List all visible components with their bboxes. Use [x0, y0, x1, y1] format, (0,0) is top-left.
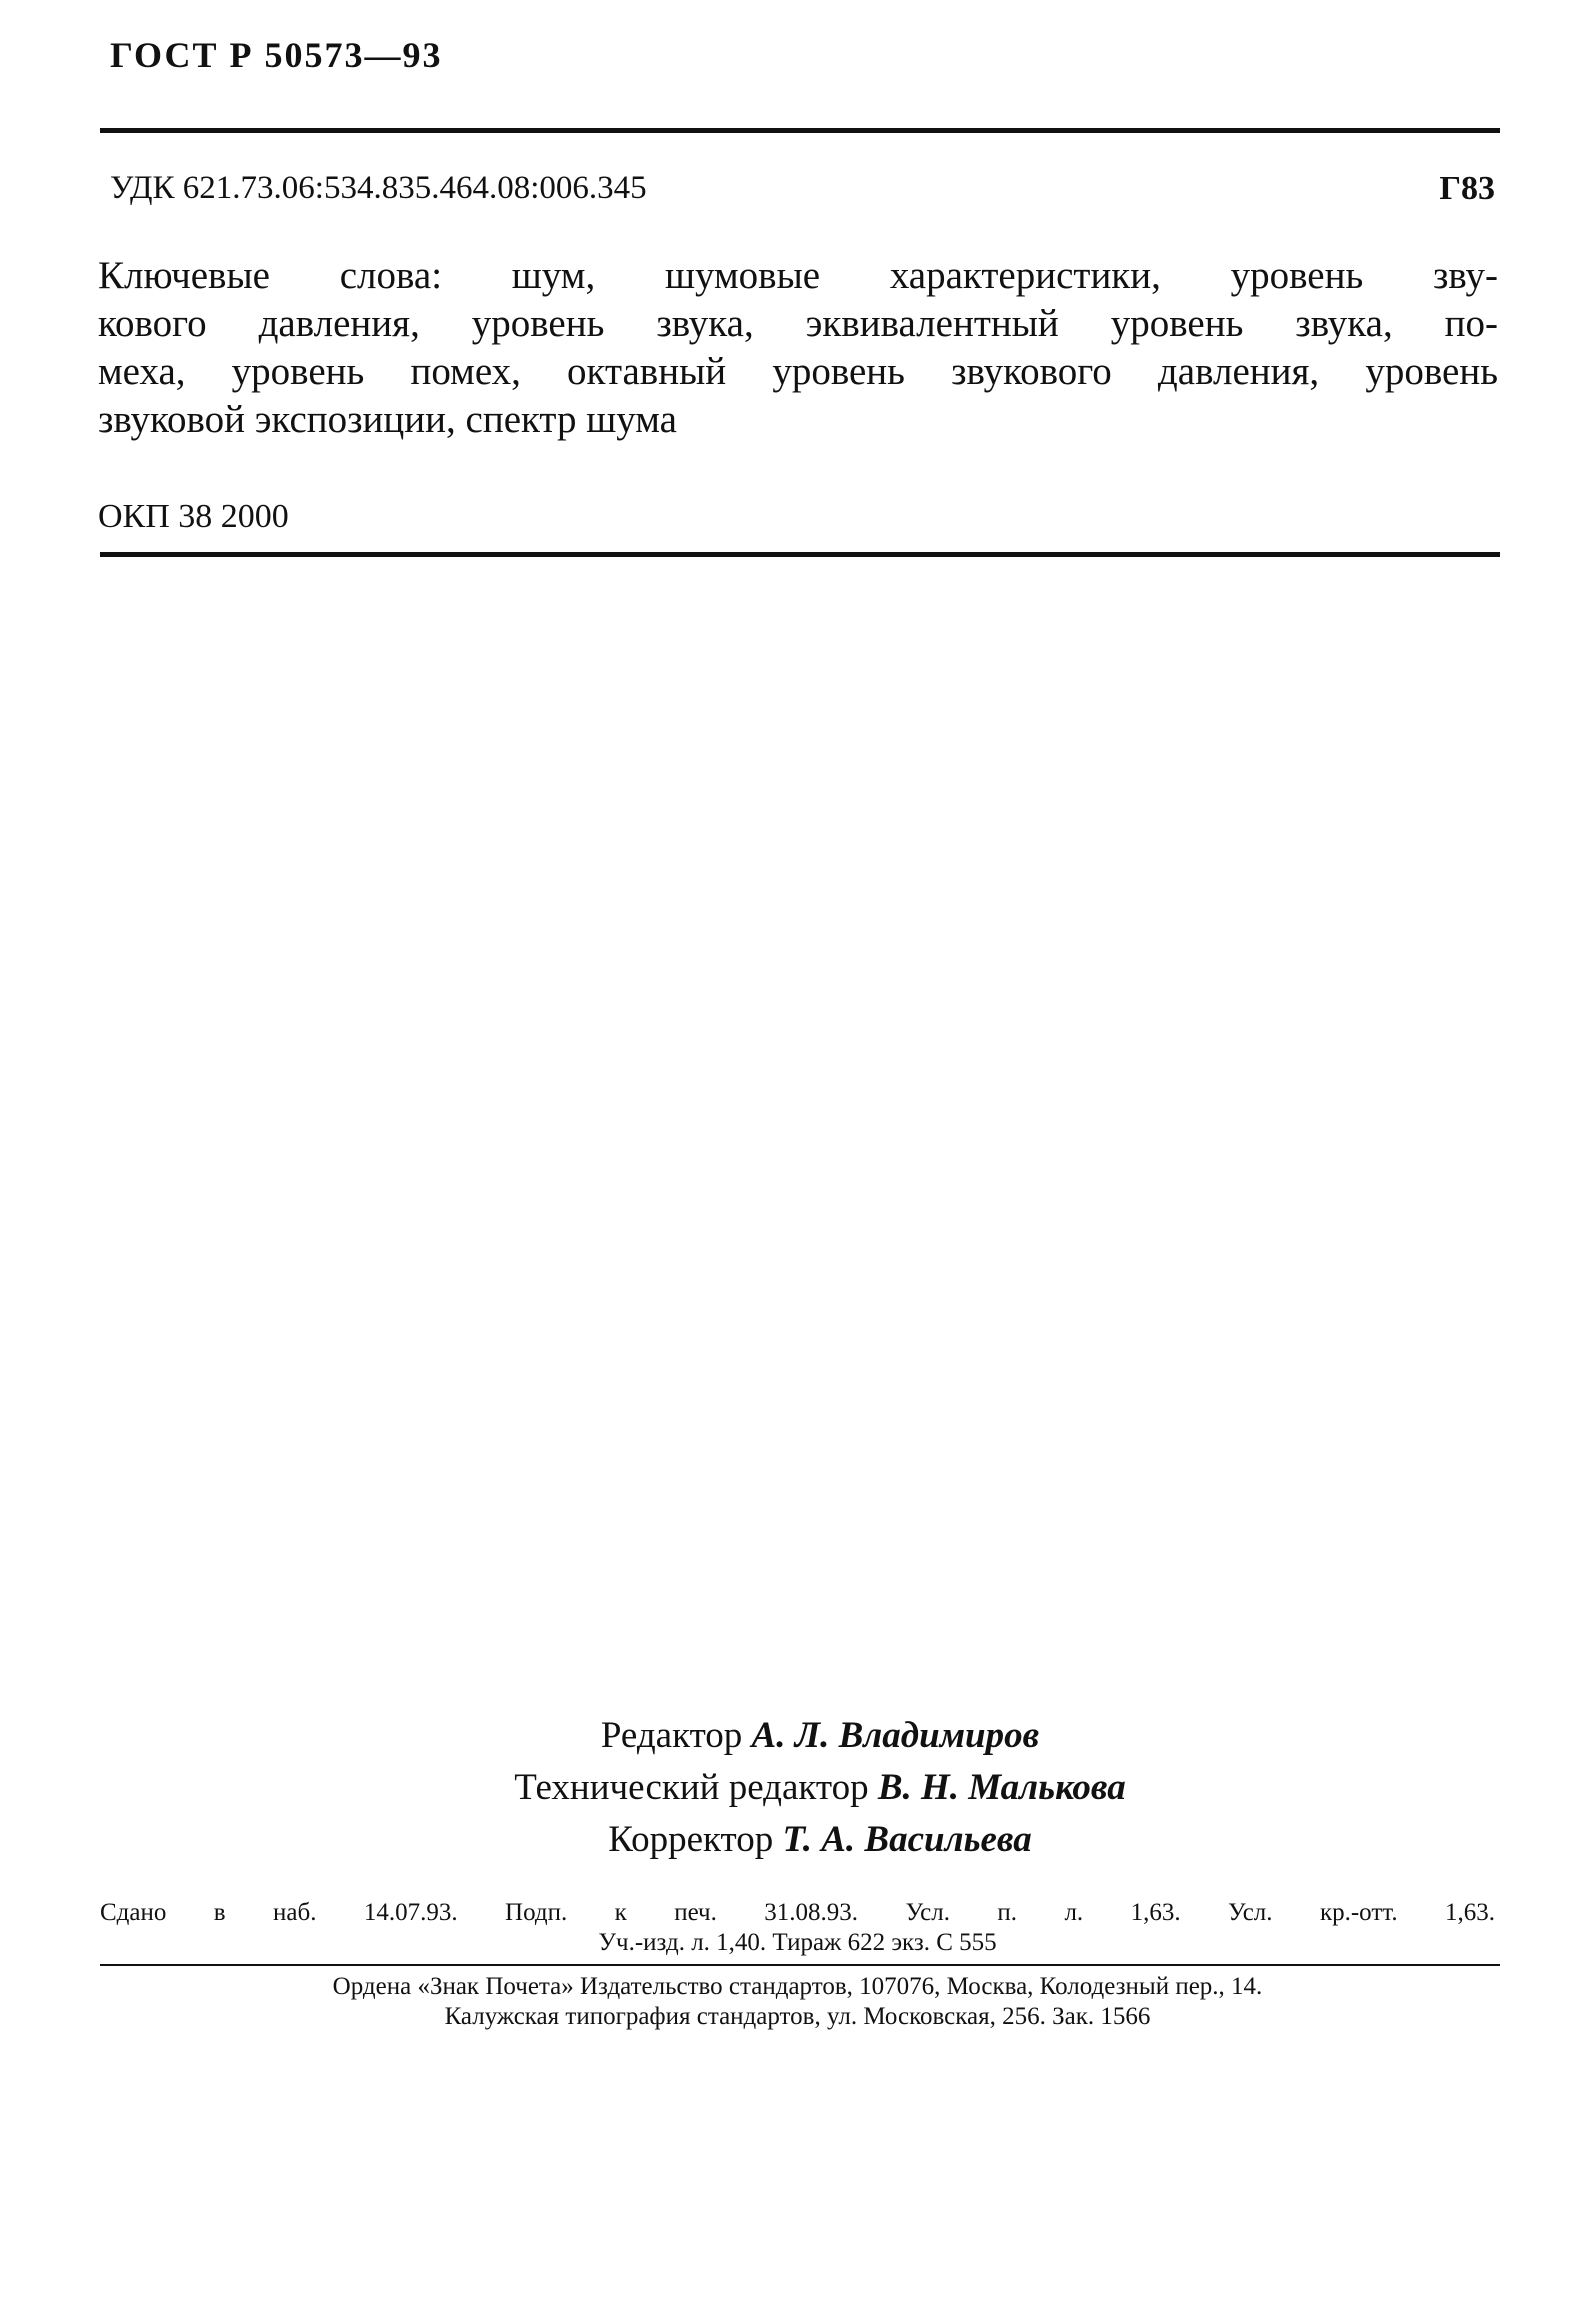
standard-code: ГОСТ Р 50573—93	[110, 35, 443, 75]
print-info-line: Уч.-изд. л. 1,40. Тираж 622 экз. С 555	[598, 1929, 997, 1956]
corrector-name: Т. А. Васильева	[782, 1819, 1032, 1860]
corrector-label: Корректор	[608, 1819, 774, 1860]
editor-name: А. Л. Владимиров	[751, 1715, 1040, 1756]
classification-code: Г83	[1439, 170, 1495, 207]
keywords-line: кового давления, уровень звука, эквивалентный уровень звука, по-	[98, 302, 1498, 345]
footer-divider	[100, 1964, 1500, 1966]
print-info	[100, 1898, 1495, 1958]
tech-editor-label: Технический редактор	[514, 1767, 869, 1808]
publisher-line: Ордена «Знак Почета» Издательство стандартов, 107076, Москва, Колодезный пер., 14.	[332, 1973, 1263, 2000]
keywords-line: Ключевые слова: шум, шумовые характеристики, уровень зву-	[98, 254, 1498, 297]
keywords-paragraph	[98, 252, 1498, 444]
editor-line	[400, 1710, 1240, 1762]
publisher-info	[100, 1972, 1495, 2032]
corrector-line	[400, 1814, 1240, 1866]
tech-editor-name: В. Н. Малькова	[877, 1767, 1126, 1808]
tech-editor-line	[400, 1762, 1240, 1814]
okp-code: ОКП 38 2000	[98, 498, 289, 535]
editors-block	[400, 1710, 1240, 1866]
keywords-line: меха, уровень помех, октавный уровень звукового давления, уровень	[98, 350, 1498, 393]
keywords-line: звуковой экспозиции, спектр шума	[98, 398, 677, 441]
top-divider	[100, 128, 1500, 133]
middle-divider	[100, 552, 1500, 557]
udk-line	[110, 170, 1495, 208]
udk-code: УДК 621.73.06:534.835.464.08:006.345	[110, 170, 647, 206]
printer-line: Калужская типография стандартов, ул. Московская, 256. Зак. 1566	[444, 2003, 1151, 2030]
editor-label: Редактор	[600, 1715, 743, 1756]
print-info-line: Сдано в наб. 14.07.93. Подп. к печ. 31.08.93. Усл. п. л. 1,63. Усл. кр.-отт. 1,63.	[100, 1899, 1495, 1926]
